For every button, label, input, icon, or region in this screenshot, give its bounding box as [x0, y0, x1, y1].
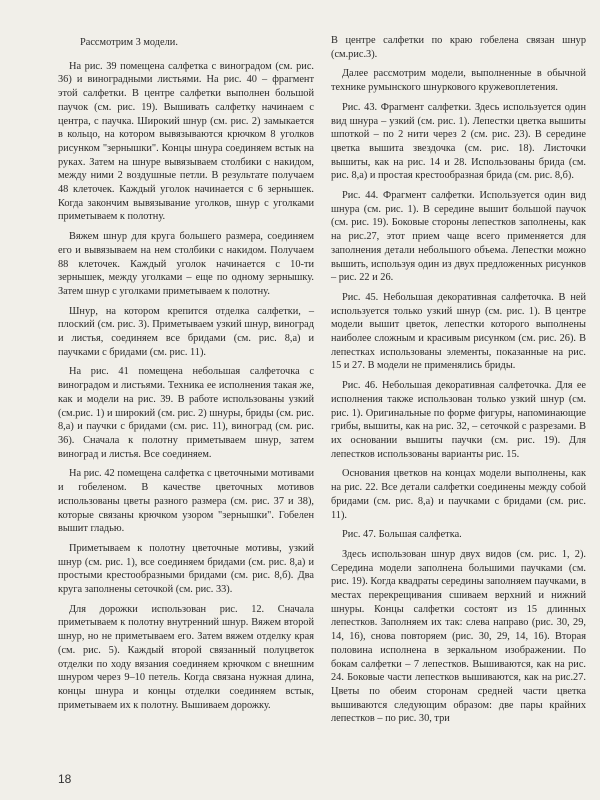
- paragraph: Далее рассмотрим модели, выполненные в обычной технике румынского шнуркового кружевоплетения.: [331, 68, 586, 94]
- paragraph: Рис. 43. Фрагмент салфетки. Здесь используется один вид шнура – узкий (см. рис. 1). Лепестки цветка вышиты шпоткой – по 2 нити через 2 (см. рис. 23). В середине цветка вышита звездочка (см. рис. 18). Листочки вышиты, как на рис. 14 и 28. Использованы брида (см. рис. 8,а) и простая крестообразная брида (см. рис. 8,б).: [331, 101, 586, 182]
- paragraph: На рис. 42 помещена салфетка с цветочными мотивами и гобеленом. В качестве цветочных мотивов использованы цветы разного размера (см. рис. 37 и 38), которые связаны крючком узором "зернышки". Гобелен вышит гладью.: [58, 468, 314, 535]
- paragraph: Рис. 45. Небольшая декоративная салфеточка. В ней используется только узкий шнур (см. рис. 1). В центре модели вышит цветок, лепестки которого выполнены наиболее сложным и красивым рисунком (см. рис. 26). В лепестках использованы элементы, показанные на рис. 15 и 27. В модели не применялись бриды.: [331, 291, 586, 372]
- paragraph: Здесь использован шнур двух видов (см. рис. 1, 2). Середина модели заполнена большими паучками (см. рис. 19). Когда квадраты середины заполняем паучками, в местах перекрещивания сшиваем верхний и нижний шнуры. Концы салфетки состоят из 15 длинных лепестков. Заполняем их так: слева направо (рис. 30, 29, 14, 16), снова повторяем (рис. 30, 29, 14, 16). Вторая половина исполнена в зеркальном изображении. По бокам салфетки – 7 лепестков. Вышиваются, как на рис. 24. Боковые части лепестков вышиваются, как на рис.27. Цветы по обеим сторонам средней части цветка вышиваются следующим образом: две пары крайних лепестков – по рис. 30, три: [331, 548, 586, 725]
- paragraph: Рассмотрим 3 модели.: [80, 37, 178, 48]
- paragraph: Рис. 46. Небольшая декоративная салфеточка. Для ее исполнения также использован только узкий шнур (см. рис. 1). Оригинальные по форме фигуры, напоминающие грибы, вышиты, как на рис. 32, – сеточкой с разрезами. В их основании вышиты паучки (см. рис. 19). Для лепестков использованы варианты рис. 15.: [331, 380, 586, 460]
- paragraph: Рис. 47. Большая салфетка.: [342, 529, 462, 541]
- paragraph: На рис. 39 помещена салфетка с виноградом (см. рис. 36) и виноградными листьями. На рис. 40 – фрагмент этой салфетки. В центре салфетки выполнен большой паучок (см. рис. 19). Вышивать салфетку начинаем с центра, с паучка. Широкий шнур (см. рис. 2) замыкается в кольцо, на котором вывязываются крючком 8 уголков рисунком "зернышки". Концы шнура соединяем встык на руках. Затем на шнуре вывязываем столбики с накидом, между ними 2 воздушные петли. В результате получаем 48 клеточек. Каждый уголок начинается с 6 зернышек. Когда закончим вывязывание уголков, шнур с уголками приметываем к полотну.: [58, 60, 314, 223]
- paragraph: Вяжем шнур для круга большего размера, соединяем его и вывязываем на нем столбики с накидом. Получаем 88 клеточек. Каждый уголок начинается с 10-ти зернышек, между уголками – еще по одному зернышку. Затем шнур с уголками приметываем к полотну.: [58, 231, 314, 297]
- left-column: [58, 36, 314, 718]
- page-number: 18: [58, 772, 72, 786]
- paragraph: Шнур, на котором крепится отделка салфетки, – плоский (см. рис. 3). Приметываем узкий шнур, виноград и листья, соединяем все бридами (см. рис. 8,а) и паучками с бридами (см. рис. 11).: [58, 305, 314, 358]
- paragraph: Основания цветков на концах модели выполнены, как на рис. 22. Все детали салфетки соединены между собой бридами (см. рис. 8,а) и паучками с бридами (см. рис. 11).: [331, 468, 586, 521]
- paragraph: Приметываем к полотну цветочные мотивы, узкий шнур (см. рис. 1), все соединяем бридами (см. рис. 8,а) и простыми крестообразными бридами (см. рис. 8,б). Два круга заполнены сеточкой (см. рис. 33).: [58, 542, 314, 596]
- paragraph: Рис. 44. Фрагмент салфетки. Используется один вид шнура (см. рис. 1). В середине вышит большой паучок (см. рис. 19). Боковые стороны лепестков заполнены, как на рис.27, этот прием чаще всего применяется для заполнения детали небольшого объема. Лепестки можно вышить, используя один из двух предложенных рисунков – рис. 22 и 26.: [331, 190, 586, 284]
- right-column: [331, 34, 586, 732]
- paragraph: На рис. 41 помещена небольшая салфеточка с виноградом и листьями. Техника ее исполнения такая же, как и модели на рис. 39. В работе использованы узкий (см.рис. 1) и широкий (см. рис. 2) шнуры, бриды (см. рис. 8,а) и паучки с бридами (см. рис. 11), виноград (см. рис. 36). Сначала к полотну приметываем шнур, затем виноград и листья. Все соединяем.: [58, 366, 314, 460]
- paragraph: Для дорожки использован рис. 12. Сначала приметываем к полотну внутренний шнур. Вяжем второй шнур, но не приметываем его. Затем вяжем отделку края (см. рис. 5). Каждый второй связанный полуцветок отделки по ходу вязания соединяем крючком с внешним шнуром через 9–10 петель. Когда связана нужная длина, концы шнура и концы отделки соединяем встык, приметываем их к полотну. Вышиваем дорожку.: [58, 603, 314, 711]
- paragraph: В центре салфетки по краю гобелена связан шнур (см.рис.3).: [331, 35, 586, 60]
